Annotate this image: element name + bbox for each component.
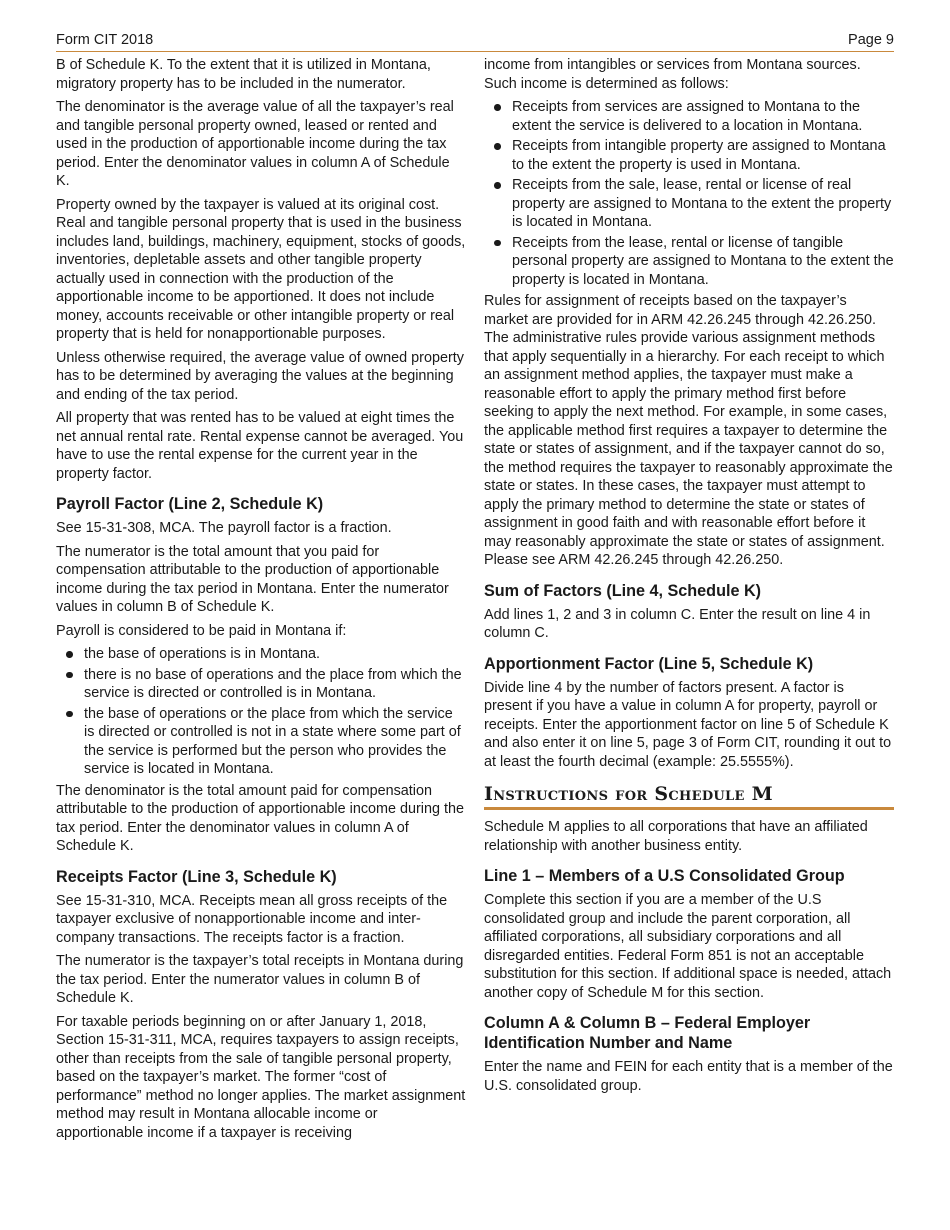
paragraph: Enter the name and FEIN for each entity that is a member of the U.S. consolidated group. [484, 1059, 893, 1094]
paragraph: All property that was rented has to be valued at eight times the net annual rental rate. Rental expense cannot be averaged. You have to use the rental expense for the current year in the property factor. [56, 410, 464, 482]
paragraph: The numerator is the total amount that you paid for compensation attributable to the production of apportionable income during the tax period in Montana. Enter the numerator values in column B of Schedule K. [56, 543, 449, 615]
page-header [56, 30, 894, 52]
apportionment-factor-heading: Apportionment Factor (Line 5, Schedule K) [484, 654, 814, 673]
paragraph: Property owned by the taxpayer is valued at its original cost. Real and tangible personal property that is used in the business includes land, buildings, machinery, equipment, stocks of goods, inventories, depletable assets and other tangible property actually used in connection with the production of the apportionable income to be apportioned. It does not include money, accounts receivable or other intangible property or real property that is held for nonapportionable purposes. [56, 196, 466, 342]
paragraph: Payroll is considered to be paid in Montana if: [56, 622, 347, 639]
paragraph: Rules for assignment of receipts based on the taxpayer’s market are provided for in ARM 42.26.245 through 42.26.250. The administrative rules provide various assignment methods that apply sequentially in a hierarchy. For each receipt to which an assignment method applies, the taxpayer must make a reasonable effort to apply the primary method first before seeking to apply the next method. For example, in some cases, the applicable method first requires a taxpayer to determine the state or states of assignment, and if the taxpayer cannot do so, the method requires the taxpayer to reasonably approximate the state or states. In these cases, the taxpayer must attempt to apply the primary method to determine the state or states of assignment in good faith and with reasonable effort before it may reasonably approximate the state or states of assignment. Please see ARM 42.26.245 through 42.26.250. [484, 293, 893, 568]
column-a-b-heading: Column A & Column B – Federal Employer Identification Number and Name [484, 1014, 811, 1052]
paragraph: The numerator is the taxpayer’s total receipts in Montana during the tax period. Enter the numerator values in column B of Schedule K. [56, 953, 464, 1006]
paragraph: For taxable periods beginning on or after January 1, 2018, Section 15-31-311, MCA, requires taxpayers to assign receipts, other than receipts from the sale of tangible personal property, based on the taxpayer’s market. The former “cost of performance” method no longer applies. The market assignment method may result in Montana allocable income or apportionable income if a taxpayer is receiving [56, 1013, 466, 1141]
paragraph: The denominator is the total amount paid for compensation attributable to the production of apportionable income during the tax period. Enter the denominator values in column A of Schedule K. [56, 782, 465, 854]
paragraph: See 15-31-308, MCA. The payroll factor is a fraction. [56, 520, 392, 536]
paragraph: B of Schedule K. To the extent that it is utilized in Montana, migratory property has to be included in the numerator. [56, 57, 431, 92]
paragraph: See 15-31-310, MCA. Receipts mean all gross receipts of the taxpayer exclusive of nonapportionable income and inter-company transactions. The receipts factor is a fraction. [56, 892, 448, 946]
left-column [56, 56, 467, 1147]
paragraph: Add lines 1, 2 and 3 in column C. Enter the result on line 4 in column C. [484, 606, 871, 641]
list-item: Receipts from the lease, rental or license of tangible personal property are assigned to Montana to the extent the property is located in Montana. [484, 234, 894, 290]
list-item: Receipts from intangible property are assigned to Montana to the extent the property is used in Montana. [484, 137, 894, 174]
payroll-bullet-list [56, 645, 467, 779]
page-number: Page 9 [848, 32, 894, 48]
paragraph: Schedule M applies to all corporations that have an affiliated relationship with another business entity. [484, 819, 868, 854]
payroll-factor-heading: Payroll Factor (Line 2, Schedule K) [56, 495, 324, 513]
list-item: the base of operations or the place from which the service is directed or controlled is not in a state where some part of the service is performed but the person who provides the service is located in Montana. [56, 705, 467, 779]
form-title: Form CIT 2018 [56, 32, 154, 48]
right-column [484, 56, 894, 1100]
list-item: the base of operations is in Montana. [56, 645, 467, 664]
paragraph: Unless otherwise required, the average value of owned property has to be determined by averaging the values at the beginning and ending of the tax period. [56, 349, 464, 403]
receipts-bullet-list [484, 98, 894, 289]
receipts-factor-heading: Receipts Factor (Line 3, Schedule K) [56, 867, 337, 886]
list-item: Receipts from the sale, lease, rental or license of real property are assigned to Montana to the extent the property is located in Montana. [484, 176, 894, 232]
paragraph: The denominator is the average value of all the taxpayer’s real and tangible personal property owned, leased or rented and used in the production of apportionable income during the tax period. Enter the denominator values in column A of Schedule K. [56, 99, 454, 189]
sum-of-factors-heading: Sum of Factors (Line 4, Schedule K) [484, 581, 762, 600]
schedule-m-section-title: Instructions for Schedule M [484, 783, 894, 810]
list-item: Receipts from services are assigned to Montana to the extent the service is delivered to a location in Montana. [484, 98, 894, 135]
paragraph: Divide line 4 by the number of factors present. A factor is present if you have a value in column A for property, payroll or receipts. Enter the apportionment factor on line 5 of Schedule K and also enter it on line 5, page 3 of Form CIT, rounding it out to at least the fourth decimal (example: 25.5555%). [484, 679, 892, 770]
list-item: there is no base of operations and the place from which the service is directed or controlled is in Montana. [56, 666, 467, 703]
paragraph: income from intangibles or services from Montana sources. Such income is determined as follows: [484, 57, 861, 92]
line-1-heading: Line 1 – Members of a U.S Consolidated Group [484, 867, 845, 885]
paragraph: Complete this section if you are a member of the U.S consolidated group and include the parent corporation, all affiliated corporations, all subsidiary corporations and all disregarded entities. Federal Form 851 is not an acceptable substitution for this section. If additional space is needed, attach another copy of Schedule M for this section. [484, 892, 892, 1001]
